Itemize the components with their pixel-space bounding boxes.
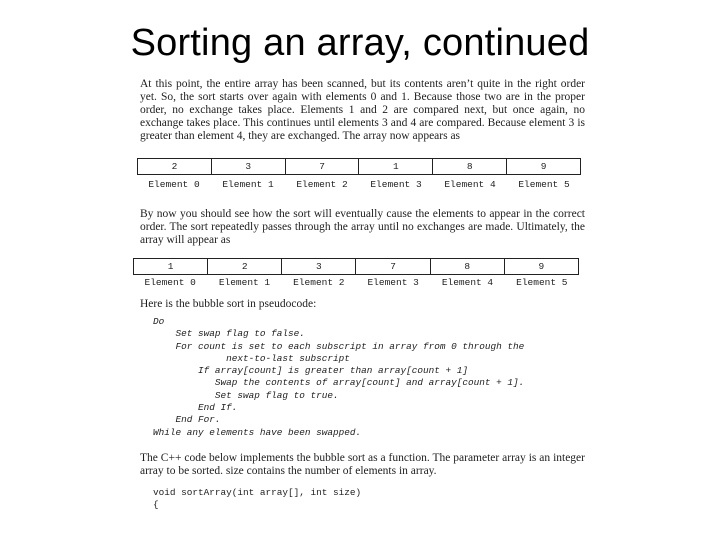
- array-element-labels: [137, 179, 581, 190]
- pseudocode-line: For count is set to each subscript in array from 0 through the: [153, 340, 525, 352]
- element-label: Element 3: [370, 179, 422, 190]
- element-label: Element 5: [516, 277, 568, 288]
- array-cell: 1: [359, 159, 433, 175]
- pseudocode-line: Set swap flag to true.: [153, 389, 339, 401]
- pseudocode-line: End If.: [153, 402, 238, 414]
- array-after-first-exchange: [137, 158, 581, 175]
- array-cell: 7: [285, 159, 359, 175]
- array-cell: 3: [211, 159, 285, 175]
- pseudocode-line: End For.: [153, 414, 221, 426]
- element-label: Element 2: [296, 179, 348, 190]
- array-cell: 2: [138, 159, 212, 175]
- pseudocode-line: If array[count] is greater than array[count + 1]: [153, 365, 469, 377]
- array-sorted: [133, 258, 579, 275]
- pseudocode-line: next-to-last subscript: [153, 352, 350, 364]
- array-cell: 2: [208, 259, 282, 275]
- element-label: Element 0: [144, 277, 196, 288]
- cpp-code-block: [153, 487, 361, 512]
- array-element-labels: [133, 277, 579, 288]
- paragraph-scan-complete: At this point, the entire array has been scanned, but its contents aren’t quite in the right order yet. So, the sort starts over again with elements 0 and 1. Because those two are in the proper order, no exchange takes place. Elements 1 and 2 are compared next, but once again, no exchange takes place. This continues until elements 3 and 4 are compared. Because element 3 is greater than element 4, they are exchanged. The array now appears as: [140, 78, 585, 142]
- array-cell: 1: [134, 259, 208, 275]
- array-cell: 7: [356, 259, 430, 275]
- code-line: void sortArray(int array[], int size): [153, 487, 362, 498]
- array-cell: 9: [507, 159, 581, 175]
- pseudocode-block: [153, 316, 524, 439]
- pseudocode-line: Do: [153, 316, 165, 327]
- element-label: Element 4: [444, 179, 496, 190]
- pseudocode-line: Swap the contents of array[count] and array[count + 1].: [153, 377, 525, 389]
- scanned-textbook-page: [133, 78, 593, 518]
- pseudocode-line: While any elements have been swapped.: [153, 426, 362, 438]
- array-cell: 8: [430, 259, 504, 275]
- paragraph-eventual-order: By now you should see how the sort will eventually cause the elements to appear in the correct order. The sort repeatedly passes through the array until no exchanges are made. Ultimately, the array will appear as: [140, 208, 585, 246]
- array-cell: 9: [504, 259, 578, 275]
- array-cell: 3: [282, 259, 356, 275]
- element-label: Element 3: [367, 277, 419, 288]
- element-label: Element 5: [518, 179, 570, 190]
- element-label: Element 4: [441, 277, 494, 288]
- pseudocode-line: Set swap flag to false.: [153, 328, 305, 340]
- element-label: Element 1: [218, 277, 271, 288]
- slide-title: Sorting an array, continued: [130, 22, 590, 64]
- paragraph-cpp-intro: The C++ code below implements the bubble sort as a function. The parameter array is an integer array to be sorted. size contains the number of elements in array.: [140, 452, 585, 477]
- element-label: Element 0: [148, 179, 200, 190]
- element-label: Element 1: [222, 179, 274, 190]
- paragraph-pseudocode-intro: Here is the bubble sort in pseudocode:: [140, 298, 317, 310]
- code-line: {: [153, 499, 159, 511]
- array-cell: 8: [433, 159, 507, 175]
- element-label: Element 2: [293, 277, 345, 288]
